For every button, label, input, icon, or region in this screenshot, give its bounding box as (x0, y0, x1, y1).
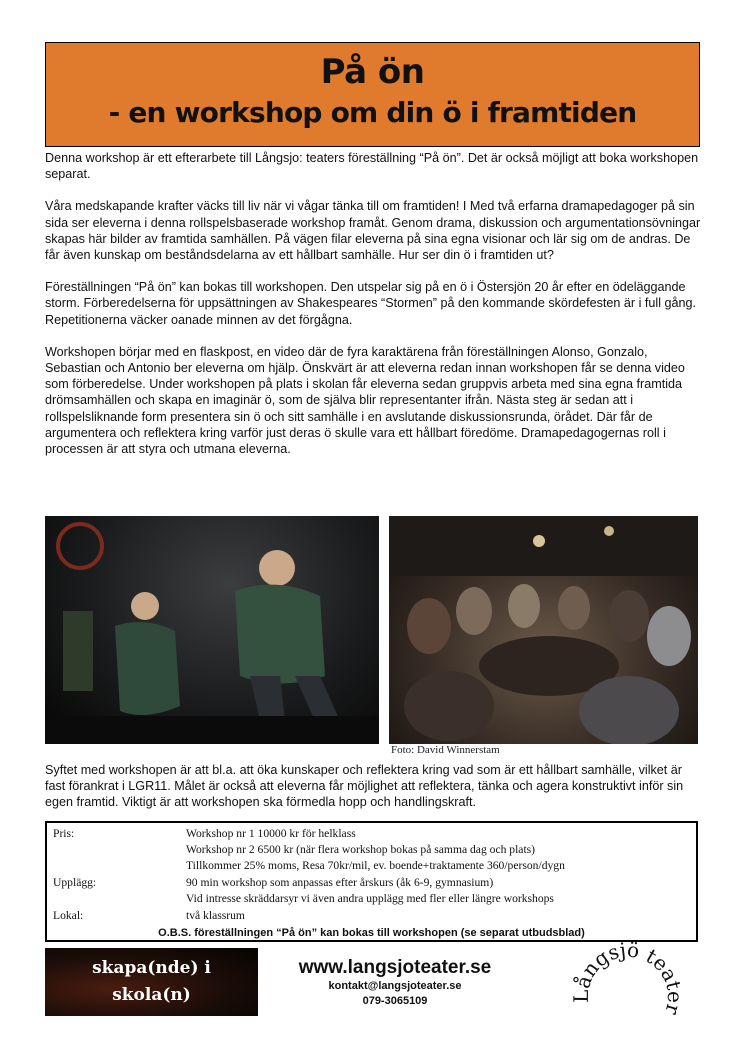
skapande-i-skolan-logo (45, 948, 258, 1016)
langsjo-teater-logo (573, 942, 683, 1042)
pricing-box (45, 821, 698, 942)
paragraph: Föreställningen “På ön” kan bokas till workshopen. Den utspelar sig på en ö i Östersjön 20 år efter en ödeläggande storm. Förberedelserna för uppsättningen av Shakespeares “Stormen” på den kommande skördefesten är i full gång. Repetitionerna väcker oanade minnen av det förgågna. (45, 280, 697, 327)
page-title: På ön (320, 52, 425, 92)
pris-line: Workshop nr 2 6500 kr (när flera workshop bokas på samma dag och plats) (186, 843, 536, 856)
lokal-label: Lokal: (53, 909, 84, 922)
title-banner (45, 42, 700, 147)
upplagg-line: Vid intresse skräddarsyr vi även andra upplägg med fler eller längre workshops (186, 892, 554, 905)
phone-number: 079-3065109 (362, 995, 428, 1007)
pris-line: Tillkommer 25% moms, Resa 70kr/mil, ev. boende+traktamente 360/person/dygn (186, 859, 565, 872)
photo-caption: Foto: David Winnerstam (391, 744, 500, 756)
paragraph: Våra medskapande krafter väcks till liv när vi vågar tänka till om framtiden! I Med två erfarna dramapedagoger på sin sida ser eleverna i denna rollspelsbaserade workshop framåt. Genom drama, diskussion och argumentationsövningar skapas här bilder av framtida samhällen. På vägen filar eleverna på sina egna visionar och lär sig om de andras. De får även kunskap om beståndsdelarna av ett hållbart samhälle. Hur ser din ö i framtiden ut? (45, 199, 701, 263)
upplagg-line: 90 min workshop som anpassas efter årskurs (åk 6-9, gymnasium) (186, 876, 494, 889)
pris-line: Workshop nr 1 10000 kr för helklass (186, 827, 356, 840)
paragraph: Workshopen börjar med en flaskpost, en video där de fyra karaktärena från föreställningen Alonso, Gonzalo, Sebastian och Antonio ber eleverna om hjälp. Önskvärt är att eleverna redan innan workshopen får se denna video som förberedelse. Under workshopen på plats i skolan får eleverna sedan gruppvis arbeta med sina egna framtida drömsamhällen och skapa en imaginär ö, som de själva blir representanter ifrån. Nästa steg är sedan att i rollspelsliknande form presentera sin ö och sitt samhälle i en avslutande diskussionsrunda, örådet. Där får de argumentera och reflektera kring varför just deras ö skulle vara ett hållbart föredöme. Dramapedagogernas roll i processen är att styra och utmana eleverna. (45, 344, 685, 457)
obs-note: O.B.S. föreställningen “På ön” kan bokas till workshopen (se separat utbudsblad) (158, 927, 585, 939)
pris-label: Pris: (53, 827, 75, 840)
website-link[interactable]: www.langsjoteater.se (298, 957, 492, 978)
contact-info (270, 957, 520, 1009)
workshop-photo (389, 516, 698, 744)
logo-line: skola(n) (112, 985, 191, 1005)
paragraph: Denna workshop är ett efterarbete till Långsjo: teaters föreställning “På ön”. Det är också möjligt att boka workshopen separat. (45, 151, 699, 182)
upplagg-label: Upplägg: (53, 876, 97, 889)
email-link[interactable]: kontakt@langsjoteater.se (328, 980, 462, 992)
stage-photo (45, 516, 379, 744)
page-subtitle: - en workshop om din ö i framtiden (108, 96, 637, 129)
svg-text:Långsjö teater: ngsjö tea (576, 942, 683, 986)
lokal-value: två klassrum (186, 909, 245, 922)
purpose-text: Syftet med workshopen är att bl.a. att öka kunskaper och reflektera kring vad som är ett hållbart samhälle, vilket är fast förankrat i LGR11. Målet är också att eleverna får möjlighet att reflektera, tänka och agera konstruktivt inför sin egen framtid. Viktigt är att workshopen ska förmedla hopp och handlingskraft. (45, 763, 684, 810)
intro-text (45, 150, 705, 473)
logo-line: skapa(nde) i (92, 958, 211, 978)
